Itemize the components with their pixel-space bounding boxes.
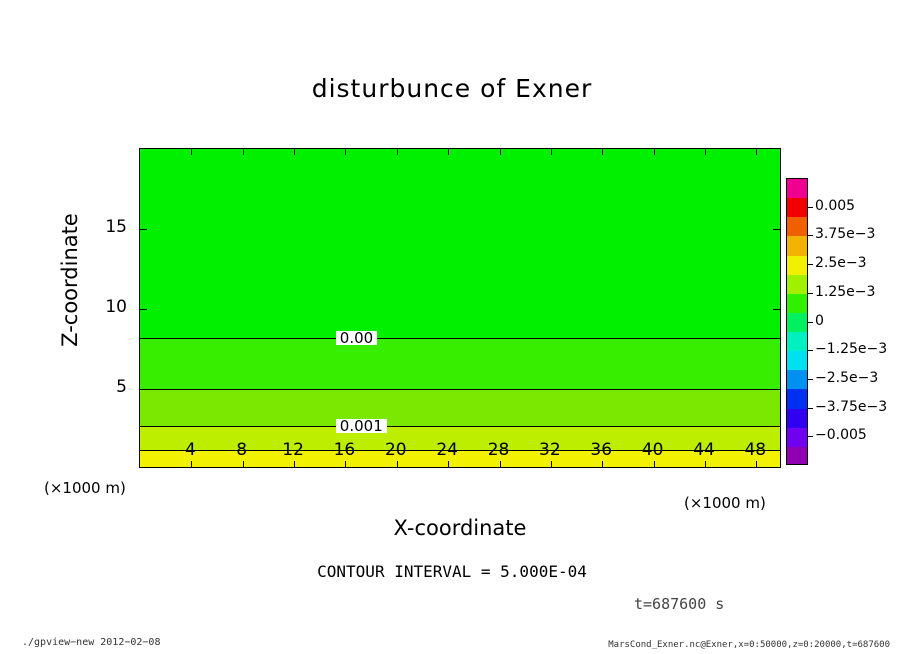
time-text: t=687600 s xyxy=(634,595,725,613)
y-axis-label: Z-coordinate xyxy=(58,213,82,347)
x-axis-tick-top xyxy=(602,149,603,155)
x-axis-label: X-coordinate xyxy=(393,516,527,540)
colorbar-cell xyxy=(787,447,807,465)
colorbar-cell xyxy=(787,332,807,352)
colorbar-cell xyxy=(787,236,807,256)
y-axis-tick-label: 10 xyxy=(105,297,127,317)
x-axis-tick xyxy=(397,461,398,467)
page-title: disturbunce of Exner xyxy=(311,74,593,103)
x-axis-tick xyxy=(448,461,449,467)
footer-left-text: ./gpview−new 2012−02−08 xyxy=(22,637,161,648)
x-axis-tick xyxy=(654,461,655,467)
y-axis-unit-label: (×1000 m) xyxy=(44,479,126,497)
x-axis-tick-label: 36 xyxy=(590,440,613,460)
x-axis-tick-top xyxy=(294,149,295,155)
colorbar-cell xyxy=(787,179,807,199)
colorbar-tick-label: 0.005 xyxy=(815,197,856,214)
colorbar-tick-label: 2.5e−3 xyxy=(815,255,867,272)
x-axis-tick-label: 48 xyxy=(744,440,767,460)
plot-area xyxy=(139,148,781,468)
y-axis-tick-right xyxy=(773,309,780,310)
colorbar-cell xyxy=(787,217,807,237)
colorbar-tick xyxy=(808,322,813,323)
colorbar-tick xyxy=(808,264,813,265)
x-axis-tick-label: 8 xyxy=(236,440,248,460)
x-axis-tick-label: 12 xyxy=(282,440,304,460)
contour-label: 0.001 xyxy=(336,419,387,433)
colorbar xyxy=(786,178,808,465)
y-axis-tick-label: 5 xyxy=(116,377,127,397)
colorbar-tick-label: −0.005 xyxy=(815,427,867,444)
x-axis-tick-top xyxy=(551,149,552,155)
x-axis-tick xyxy=(191,461,192,467)
x-axis-unit-label: (×1000 m) xyxy=(684,494,766,512)
x-axis-tick-label: 44 xyxy=(693,440,715,460)
x-axis-tick-label: 16 xyxy=(333,440,356,460)
x-axis-tick-label: 20 xyxy=(384,440,407,460)
contour-line xyxy=(140,426,780,427)
colorbar-tick-label: 1.25e−3 xyxy=(815,283,876,300)
colorbar-tick-label: −1.25e−3 xyxy=(815,341,888,358)
x-axis-tick xyxy=(602,461,603,467)
contour-band xyxy=(140,389,780,426)
contour-interval-text: CONTOUR INTERVAL = 5.000E-04 xyxy=(317,562,587,581)
y-axis-tick-right xyxy=(773,229,780,230)
colorbar-tick-label: 3.75e−3 xyxy=(815,226,876,243)
colorbar-cell xyxy=(787,275,807,295)
y-axis-tick xyxy=(140,389,147,390)
colorbar-tick-label: −2.5e−3 xyxy=(815,369,879,386)
x-axis-tick-label: 40 xyxy=(641,440,664,460)
x-axis-tick xyxy=(756,461,757,467)
y-axis-tick-label: 15 xyxy=(105,217,127,237)
colorbar-tick xyxy=(808,350,813,351)
colorbar-cell xyxy=(787,351,807,371)
x-axis-tick-top xyxy=(191,149,192,155)
x-axis-tick-label: 4 xyxy=(184,440,196,460)
x-axis-tick xyxy=(345,461,346,467)
y-axis-tick xyxy=(140,309,147,310)
contour-line xyxy=(140,389,780,390)
colorbar-cell xyxy=(787,294,807,314)
x-axis-tick-label: 32 xyxy=(539,440,561,460)
x-axis-tick-top xyxy=(756,149,757,155)
colorbar-tick xyxy=(808,235,813,236)
colorbar-cell xyxy=(787,370,807,390)
colorbar-cell xyxy=(787,198,807,218)
x-axis-tick-top xyxy=(243,149,244,155)
x-axis-tick xyxy=(500,461,501,467)
contour-label: 0.00 xyxy=(336,331,377,345)
colorbar-cell xyxy=(787,313,807,333)
colorbar-tick-label: −3.75e−3 xyxy=(815,398,888,415)
x-axis-tick xyxy=(243,461,244,467)
heatmap-field xyxy=(140,149,780,467)
x-axis-tick-top xyxy=(345,149,346,155)
contour-band xyxy=(140,149,780,338)
colorbar-tick xyxy=(808,293,813,294)
x-axis-tick-label: 28 xyxy=(487,440,510,460)
x-axis-tick-label: 24 xyxy=(436,440,458,460)
colorbar-tick-label: 0 xyxy=(815,312,824,329)
colorbar-cell xyxy=(787,409,807,429)
colorbar-tick xyxy=(808,408,813,409)
x-axis-tick-top xyxy=(448,149,449,155)
contour-band xyxy=(140,338,780,389)
x-axis-tick-top xyxy=(500,149,501,155)
colorbar-tick xyxy=(808,436,813,437)
y-axis-tick-right xyxy=(773,389,780,390)
x-axis-tick xyxy=(294,461,295,467)
x-axis-tick xyxy=(705,461,706,467)
colorbar-tick xyxy=(808,379,813,380)
x-axis-tick-top xyxy=(654,149,655,155)
y-axis-tick xyxy=(140,229,147,230)
contour-line xyxy=(140,338,780,339)
x-axis-tick-top xyxy=(705,149,706,155)
colorbar-tick xyxy=(808,207,813,208)
colorbar-cell xyxy=(787,428,807,448)
colorbar-cell xyxy=(787,389,807,409)
x-axis-tick-top xyxy=(397,149,398,155)
footer-right-text: MarsCond_Exner.nc@Exner,x=0:50000,z=0:20000,t=687600 xyxy=(608,640,890,650)
x-axis-tick xyxy=(551,461,552,467)
colorbar-cell xyxy=(787,256,807,276)
